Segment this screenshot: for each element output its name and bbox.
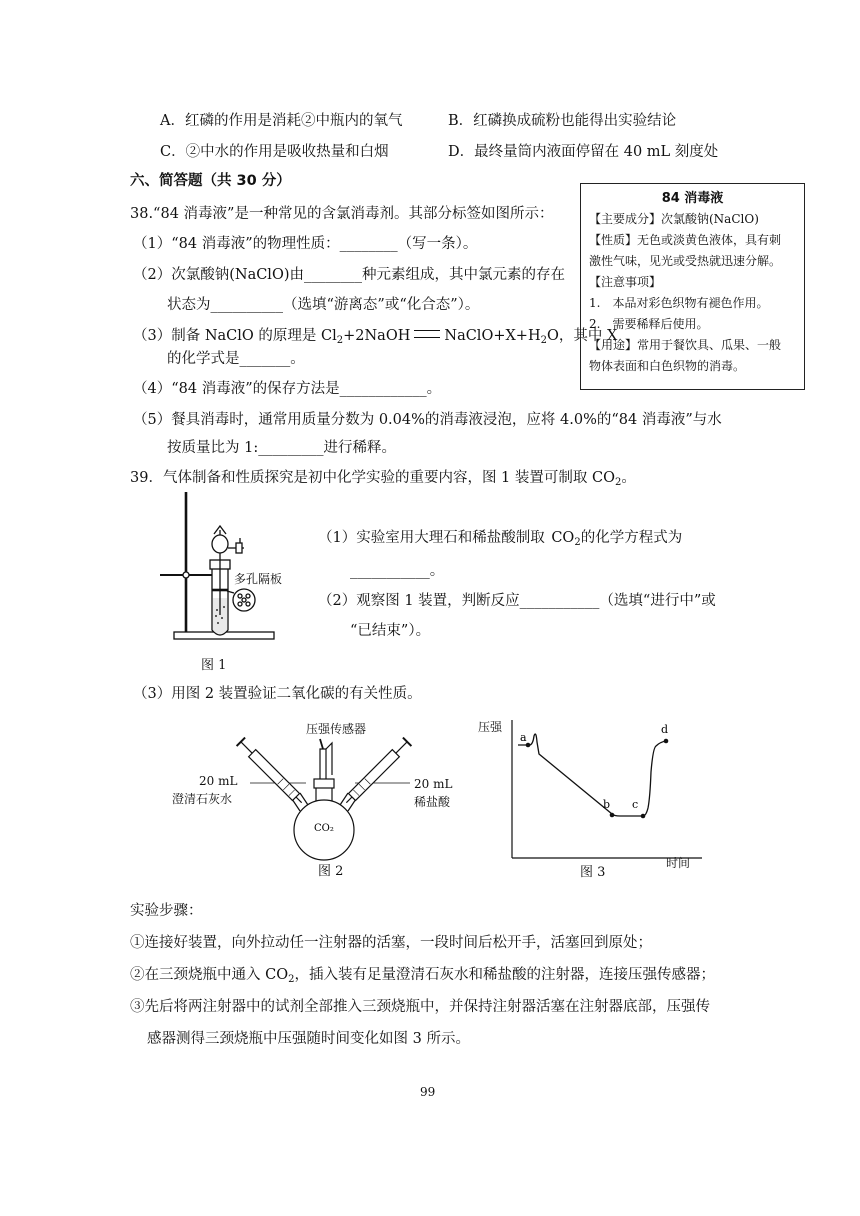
q38-stem: 38.“84 消毒液”是一种常见的含氯消毒剂。其部分标签如图所示： <box>130 206 554 222</box>
fig2-left-volume: 20 mL <box>199 774 238 788</box>
fig2-sensor-label: 压强传感器 <box>306 722 367 736</box>
option-a: A．红磷的作用是消耗②中瓶内的氧气 <box>160 113 403 129</box>
q38-part1: （1）“84 消毒液”的物理性质：________（写一条）。 <box>133 236 478 252</box>
fig3-xlabel: 时间 <box>666 856 691 870</box>
label-line: 2. 需要稀释后使用。 <box>589 317 709 331</box>
funnel-bulb <box>212 535 228 553</box>
flask-co2-label: CO₂ <box>314 823 334 834</box>
label-b: b <box>603 798 611 811</box>
q39-part1b: ___________。 <box>350 563 445 579</box>
label-line: 物体表面和白色织物的消毒。 <box>589 359 746 373</box>
fig2-caption: 图 2 <box>318 864 344 879</box>
option-d: D．最终量筒内液面停留在 40 mL 刻度处 <box>448 144 719 160</box>
q38-part3b: 的化学式是_______。 <box>167 351 305 367</box>
label-line: 【注意事项】 <box>589 275 662 289</box>
label-line: 1. 本品对彩色织物有褪色作用。 <box>589 296 769 310</box>
clamp-boss <box>183 572 189 578</box>
fig3-caption: 图 3 <box>580 865 606 880</box>
equals-sign <box>414 330 440 338</box>
steps-title: 实验步骤： <box>130 903 203 919</box>
step-3a: ③先后将两注射器中的试剂全部推入三颈烧瓶中，并保持注射器活塞在注射器底部，压强传 <box>130 999 710 1015</box>
q39-stem: 39．气体制备和性质探究是初中化学实验的重要内容，图 1 装置可制取 $CO_2$。 <box>130 470 636 488</box>
fig2-left-reagent: 澄清石灰水 <box>172 792 233 806</box>
fig2-right-reagent: 稀盐酸 <box>414 795 451 809</box>
option-c: C．②中水的作用是吸收热量和白烟 <box>160 144 389 160</box>
middle-neck <box>316 787 332 801</box>
fig2-right-volume: 20 mL <box>414 777 453 791</box>
page-number: 99 <box>420 1085 436 1099</box>
sensor-cable <box>326 743 332 775</box>
label-line: 激性气味，见光或受热就迅速分解。 <box>589 254 782 268</box>
q38-part5b: 按质量比为 1:_________进行稀释。 <box>167 440 396 456</box>
label-d: d <box>661 723 669 736</box>
point-d <box>664 739 669 744</box>
fig1-caption: 图 1 <box>201 658 227 673</box>
option-b: B．红磷换成硫粉也能得出实验结论 <box>448 113 677 129</box>
label-line: 【性质】无色或淡黄色液体，具有刺 <box>589 233 782 247</box>
point-b <box>610 813 615 818</box>
step-1: ①连接好装置，向外拉动任一注射器的活塞，一段时间后松开手，活塞回到原处； <box>130 935 652 951</box>
fig3-ylabel: 压强 <box>478 720 503 734</box>
label-line: 【主要成分】次氯酸钠(NaClO) <box>589 212 759 226</box>
q38-part5a: （5）餐具消毒时，通常用质量分数为 0.04%的消毒液浸泡，应将 4.0%的“84 消毒液”与水 <box>133 412 722 428</box>
pressure-curve <box>518 734 666 816</box>
figure-3-pressure-curve <box>490 712 720 872</box>
step-2: ②在三颈烧瓶中通入 $CO_2$，插入装有足量澄清石灰水和稀盐酸的注射器，连接压强传感器； <box>130 967 715 985</box>
q39-part3: （3）用图 2 装置验证二氧化碳的有关性质。 <box>133 686 422 702</box>
q38-part2b: 状态为__________（选填“游离态”或“化合态”）。 <box>167 297 480 313</box>
left-syringe <box>237 738 306 807</box>
fig1-porous-plate-label: 多孔隔板 <box>234 572 283 586</box>
q38-part4: （4）“84 消毒液”的保存方法是____________。 <box>133 381 442 397</box>
label-c: c <box>632 798 639 811</box>
step-3b: 感器测得三颈烧瓶中压强随时间变化如图 3 所示。 <box>147 1031 470 1047</box>
right-syringe <box>342 738 411 807</box>
q39-part2a: （2）观察图 1 装置，判断反应___________（选填“进行中”或 <box>318 593 716 609</box>
stopcock <box>236 543 242 553</box>
label-title: 84 消毒液 <box>661 191 724 206</box>
q39-part1a: （1）实验室用大理石和稀盐酸制取 $CO_2$的化学方程式为 <box>318 530 683 548</box>
q38-part2a: （2）次氯酸钠(NaClO)由________种元素组成，其中氯元素的存在 <box>133 267 565 283</box>
point-c <box>641 814 646 819</box>
q39-part2b: “已结束”）。 <box>350 623 431 639</box>
label-line: 【用途】常用于餐饮具、瓜果、一般 <box>589 338 782 352</box>
q38-part3a: （3）制备 NaClO 的原理是 $Cl_2+2NaOH$ $NaClO+X+H_2O$，其中 X <box>133 328 618 346</box>
section-heading: 六、简答题（共 30 分） <box>130 173 291 189</box>
label-a: a <box>520 731 527 744</box>
sensor-probe <box>320 749 326 779</box>
disinfectant-label-box <box>580 183 805 390</box>
